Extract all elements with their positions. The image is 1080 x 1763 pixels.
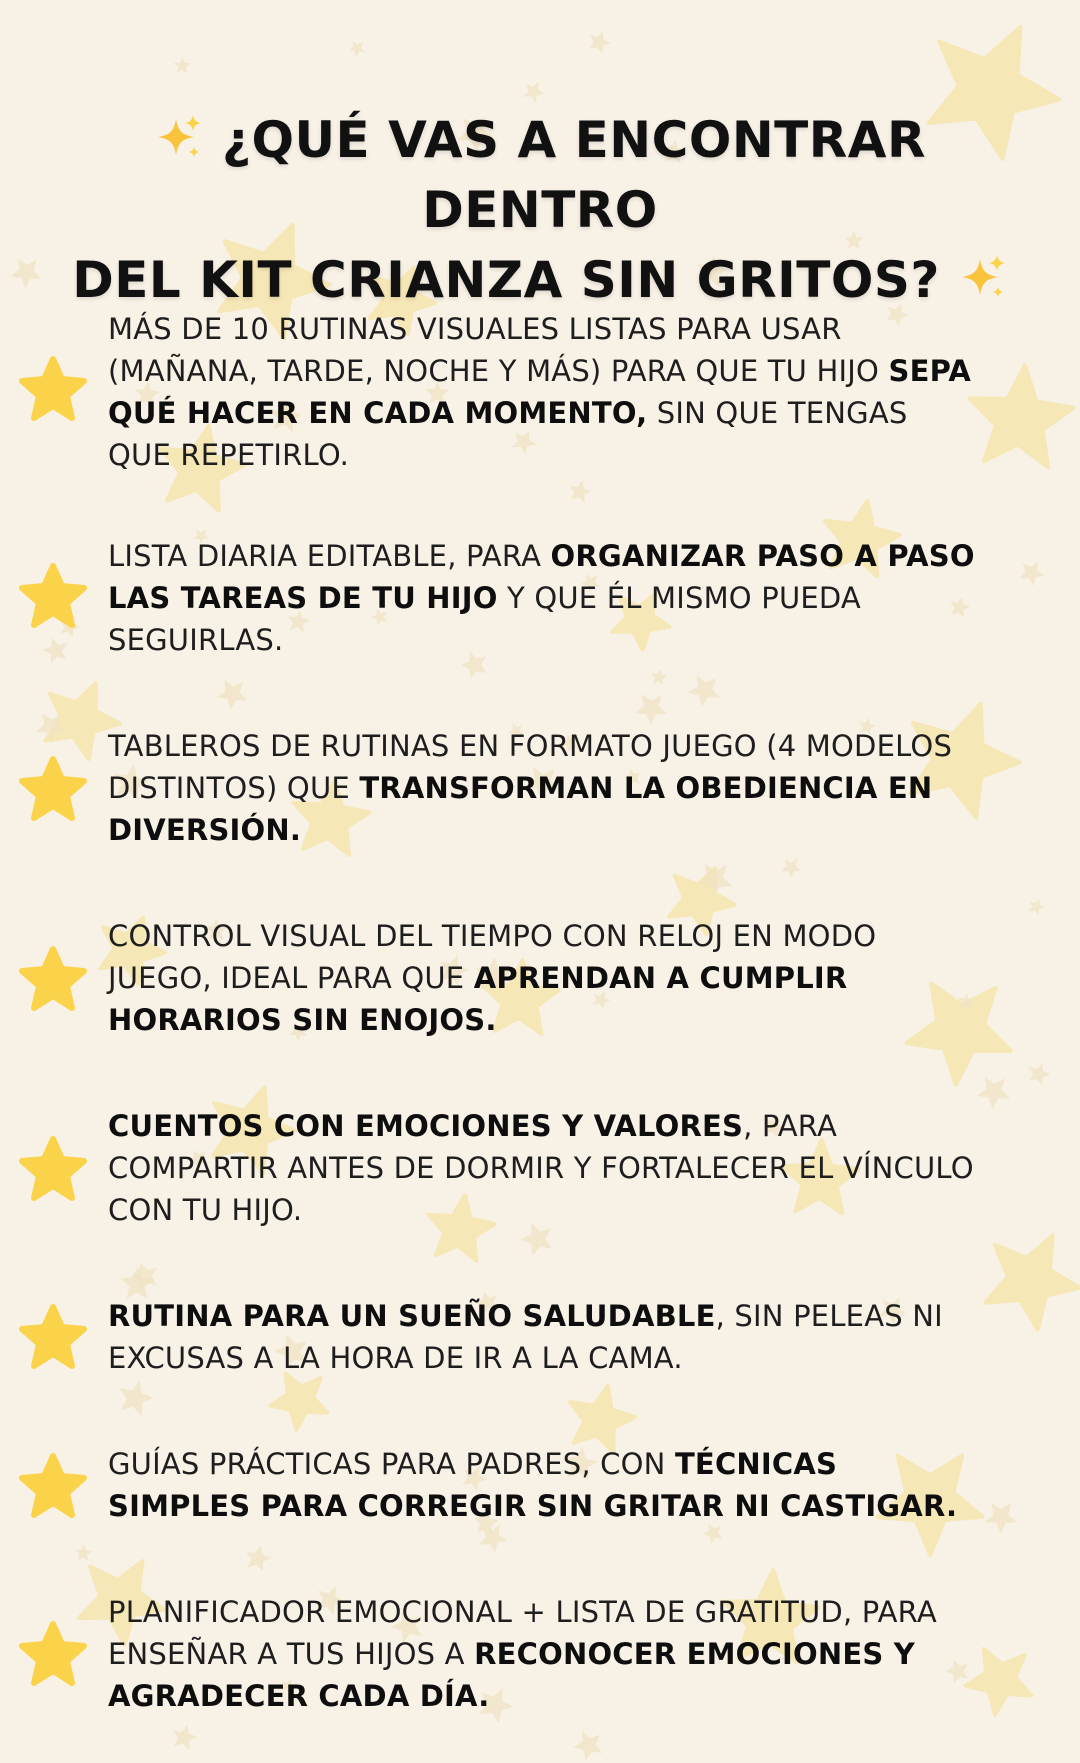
background-star-icon bbox=[1029, 1063, 1051, 1086]
list-item-text-bold: TÉCNICAS SIMPLES PARA CORREGIR SIN GRITAR NI CASTIGAR. bbox=[108, 1447, 958, 1523]
background-star-icon bbox=[688, 675, 720, 707]
background-star-icon bbox=[635, 694, 668, 725]
background-star-icon bbox=[970, 365, 1074, 467]
list-item-text bbox=[108, 1443, 978, 1527]
background-star-icon bbox=[246, 1545, 271, 1571]
sparkles-icon bbox=[958, 251, 1008, 301]
list-item-text-regular: MÁS DE 10 RUTINAS VISUALES LISTAS PARA USAR (MAÑANA, TARDE, NOCHE Y MÁS) PARA QUE TU HIJO bbox=[108, 312, 889, 388]
list-item-text-regular: PLANIFICADOR EMOCIONAL + LISTA DE GRATITUD, PARA ENSEÑAR A TUS HIJOS A bbox=[108, 1595, 937, 1671]
list-item-text-bold: CUENTOS CON EMOCIONES Y VALORES bbox=[108, 1109, 744, 1143]
background-star-icon bbox=[569, 480, 592, 503]
list-item-text-regular: Y QUE ÉL MISMO PUEDA SEGUIRLAS. bbox=[108, 581, 861, 657]
background-star-icon bbox=[173, 1725, 198, 1750]
background-star-icon bbox=[271, 1374, 328, 1430]
list-item-text bbox=[108, 915, 978, 1041]
star-bullet-icon bbox=[18, 562, 88, 632]
star-bullet-icon bbox=[18, 1303, 88, 1373]
background-star-icon bbox=[651, 669, 668, 686]
list-item-text-regular: GUÍAS PRÁCTICAS PARA PADRES, CON bbox=[108, 1447, 675, 1481]
list-item-text-bold: TRANSFORMAN LA OBEDIENCIA EN DIVERSIÓN. bbox=[108, 771, 933, 847]
background-star-icon bbox=[42, 638, 67, 664]
title-line-2: DEL KIT CRIANZA SIN GRITOS? bbox=[72, 251, 940, 309]
list-item-text-regular: CONTROL VISUAL DEL TIEMPO CON RELOJ EN MODO JUEGO, IDEAL PARA QUE bbox=[108, 919, 877, 995]
list-item-text bbox=[108, 1295, 978, 1379]
list-item-text-bold: ORGANIZAR PASO A PASO LAS TAREAS DE TU HIJO bbox=[108, 539, 975, 615]
background-star-icon bbox=[523, 82, 544, 103]
list-item-text bbox=[108, 1591, 978, 1717]
star-bullet-icon bbox=[18, 1452, 88, 1522]
background-star-icon bbox=[10, 258, 41, 288]
list-item-text-bold: RECONOCER EMOCIONES Y AGRADECER CADA DÍA. bbox=[108, 1637, 915, 1713]
title-line-1: ¿QUÉ VAS A ENCONTRAR DENTRO bbox=[221, 111, 926, 239]
list-item-text bbox=[108, 308, 978, 476]
background-star-icon bbox=[781, 859, 802, 878]
page-title bbox=[40, 105, 1040, 315]
list-item-text-bold: RUTINA PARA UN SUEÑO SALUDABLE bbox=[108, 1299, 716, 1333]
background-star-icon bbox=[573, 1731, 602, 1761]
star-bullet-icon bbox=[18, 1620, 88, 1690]
star-bullet-icon bbox=[18, 355, 88, 425]
background-star-icon bbox=[985, 1236, 1079, 1330]
list-item-text-bold: APRENDAN A CUMPLIR HORARIOS SIN ENOJOS. bbox=[108, 961, 848, 1037]
star-bullet-icon bbox=[18, 1135, 88, 1205]
star-bullet-icon bbox=[18, 755, 88, 825]
list-item-text bbox=[108, 725, 978, 851]
list-item-text-regular: LISTA DIARIA EDITABLE, PARA bbox=[108, 539, 551, 573]
sparkles-icon bbox=[154, 111, 204, 161]
list-item-text bbox=[108, 1105, 978, 1231]
list-item-text-regular: , PARA COMPARTIR ANTES DE DORMIR Y FORTALECER EL VÍNCULO CON TU HIJO. bbox=[108, 1109, 974, 1227]
list-item-text-regular: TABLEROS DE RUTINAS EN FORMATO JUEGO (4 MODELOS DISTINTOS) QUE bbox=[108, 729, 953, 805]
background-star-icon bbox=[349, 41, 366, 57]
background-star-icon bbox=[1020, 561, 1045, 586]
list-item-text-regular: SIN QUE TENGAS QUE REPETIRLO. bbox=[108, 396, 908, 472]
background-star-icon bbox=[217, 680, 248, 710]
star-bullet-icon bbox=[18, 945, 88, 1015]
background-star-icon bbox=[985, 1503, 1017, 1534]
background-star-icon bbox=[1029, 899, 1045, 915]
list-item-text-bold: SEPA QUÉ HACER EN CADA MOMENTO, bbox=[108, 354, 972, 430]
list-item-text bbox=[108, 535, 978, 661]
list-item-text-regular: , SIN PELEAS NI EXCUSAS A LA HORA DE IR A LA CAMA. bbox=[108, 1299, 943, 1375]
background-star-icon bbox=[589, 31, 611, 54]
background-star-icon bbox=[119, 1380, 153, 1416]
background-star-icon bbox=[977, 1077, 1010, 1109]
background-star-icon bbox=[75, 1544, 92, 1561]
background-star-icon bbox=[174, 57, 191, 73]
